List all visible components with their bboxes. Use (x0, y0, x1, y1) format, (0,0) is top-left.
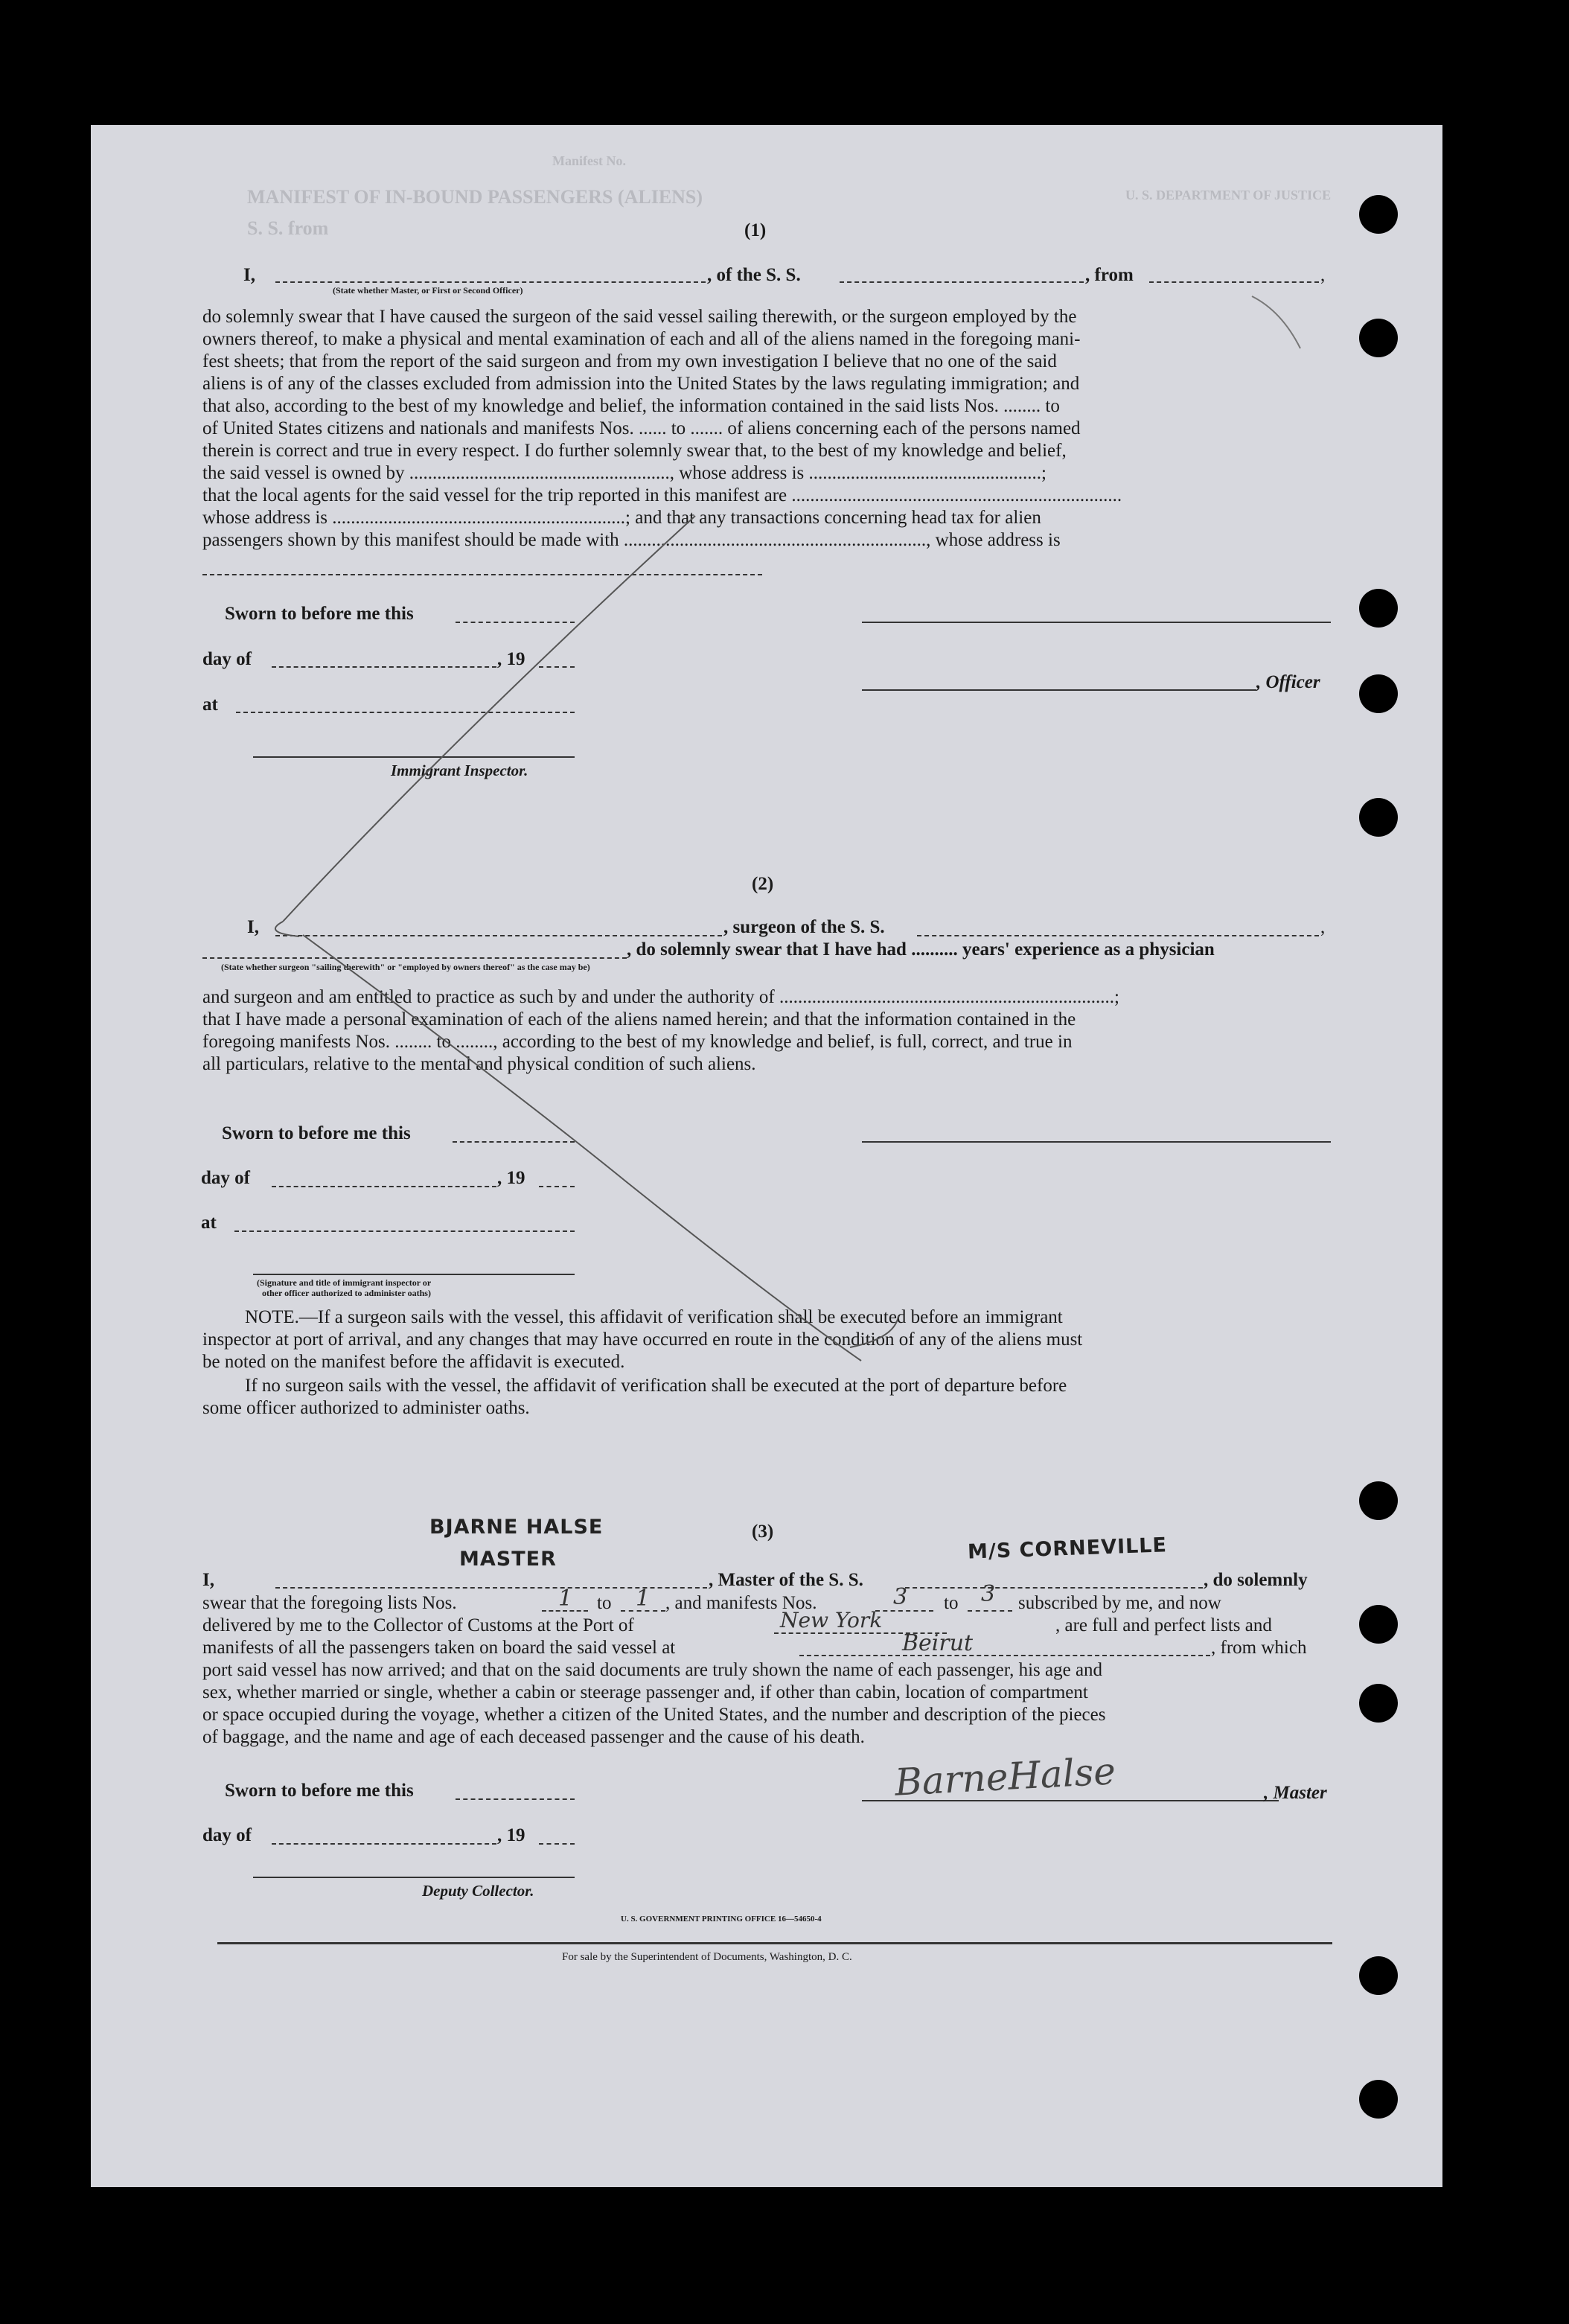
section1-day-of: day of (202, 649, 252, 669)
document-page (91, 125, 1442, 2187)
officer-rank-note: (State whether Master, or First or Second Officer) (333, 285, 523, 296)
section3-number: (3) (752, 1522, 774, 1542)
note-line-1: NOTE.—If a surgeon sails with the vessel, this affidavit of verification shall be executed before an immigrant (245, 1307, 1063, 1327)
section2-day-of: day of (201, 1168, 250, 1188)
master-label: , Master (1264, 1783, 1327, 1803)
section2-surgeon-of: , surgeon of the S. S. (723, 917, 885, 937)
departure-port-handwritten: Beirut (902, 1630, 974, 1656)
punch-hole (1359, 319, 1398, 357)
section2-comma: , (1320, 917, 1326, 937)
section3-line: or space occupied during the voyage, whether a citizen of the United States, and the number and description of the pieces (202, 1705, 1106, 1725)
section1-number: (1) (744, 220, 767, 240)
section1-line: that the local agents for the said vessel for the trip reported in this manifest are ....................................................................... (202, 485, 1122, 505)
section3-line2-d: to (944, 1593, 959, 1613)
section2-line: all particulars, relative to the mental and physical condition of such aliens. (202, 1054, 756, 1074)
section1-line: therein is correct and true in every respect. I do further solemnly swear that, to the best of my knowledge and belief, (202, 441, 1067, 461)
note-line-3: be noted on the manifest before the affidavit is executed. (202, 1352, 625, 1372)
section3-line: port said vessel has now arrived; and that on the said documents are truly shown the name of each passenger, his age and (202, 1660, 1103, 1680)
section1-sworn: Sworn to before me this (225, 604, 414, 624)
section1-officer-label: , Officer (1256, 672, 1320, 692)
master-title-stamp: MASTER (459, 1548, 557, 1571)
section3-nineteen: , 19 (497, 1825, 525, 1845)
master-signature: BarneHalse (893, 1749, 1117, 1804)
inspector-label: Immigrant Inspector. (391, 762, 528, 779)
section2-nineteen: , 19 (497, 1168, 525, 1188)
section3-line4-b: , from which (1211, 1638, 1307, 1658)
section2-line: and surgeon and am entitled to practice as such by and under the authority of ........................................................................; (202, 987, 1119, 1007)
punch-hole (1359, 2080, 1398, 2119)
deputy-label: Deputy Collector. (422, 1882, 534, 1900)
bleed-through-line: S. S. from (247, 217, 329, 239)
punch-hole (1359, 1481, 1398, 1520)
note-line-5: some officer authorized to administer oaths. (202, 1398, 530, 1418)
section3-sworn: Sworn to before me this (225, 1781, 414, 1801)
bleed-through-title: MANIFEST OF IN-BOUND PASSENGERS (ALIENS) (247, 186, 703, 208)
section1-line: of United States citizens and nationals and manifests Nos. ...... to ....... of aliens concerning each of the persons named (202, 418, 1081, 438)
section3-line2-e: subscribed by me, and now (1018, 1593, 1221, 1613)
punch-hole (1359, 195, 1398, 234)
section2-i: I, (247, 917, 259, 937)
section3-line: sex, whether married or single, whether a cabin or steerage passenger and, if other than cabin, location of compartment (202, 1682, 1088, 1702)
section3-line2-c: , and manifests Nos. (665, 1593, 817, 1613)
section2-line: foregoing manifests Nos. ........ to ........, according to the best of my knowledge and belief, is full, correct, and true in (202, 1032, 1073, 1052)
signature-note-1: (Signature and title of immigrant inspector or (257, 1277, 432, 1288)
section2-line: that I have made a personal examination of each of the aliens named herein; and that the information contained in the (202, 1009, 1076, 1029)
note-line-2: inspector at port of arrival, and any changes that may have occurred en route in the condition of any of the aliens must (202, 1329, 1083, 1350)
master-name-stamp: BJARNE HALSE (429, 1516, 604, 1539)
section1-from: , from (1085, 265, 1134, 285)
manifest-to-handwritten: 3 (981, 1581, 996, 1607)
printing-office: U. S. GOVERNMENT PRINTING OFFICE 16—54650-4 (621, 1915, 822, 1924)
surgeon-status-note: (State whether surgeon "sailing therewith" or "employed by owners thereof" as the case may be) (221, 962, 590, 972)
for-sale-note: For sale by the Superintendent of Documents, Washington, D. C. (562, 1951, 852, 1963)
section1-line: that also, according to the best of my knowledge and belief, the information contained in the said lists Nos. ........ to (202, 396, 1060, 416)
section3-line: of baggage, and the name and age of each deceased passenger and the cause of his death. (202, 1727, 865, 1747)
section1-line: owners thereof, to make a physical and mental examination of each and all of the aliens named in the foregoing mani- (202, 329, 1081, 349)
section3-line2-a: swear that the foregoing lists Nos. (202, 1593, 457, 1613)
section1-i: I, (243, 265, 255, 285)
pencil-mark (91, 125, 1442, 2187)
section3-line3-b: , are full and perfect lists and (1055, 1615, 1272, 1635)
section1-nineteen: , 19 (497, 649, 525, 669)
port-handwritten: New York (780, 1608, 883, 1632)
section3-line3-a: delivered by me to the Collector of Customs at the Port of (202, 1615, 634, 1635)
note-line-4: If no surgeon sails with the vessel, the affidavit of verification shall be executed at the port of departure before (245, 1376, 1067, 1396)
section3-do-solemnly: , do solemnly (1204, 1570, 1308, 1590)
punch-hole (1359, 589, 1398, 628)
section1-line: the said vessel is owned by ........................................................, whose address is ..................................................; (202, 463, 1046, 483)
punch-hole (1359, 1605, 1398, 1644)
section3-master-of: , Master of the S. S. (709, 1570, 863, 1590)
signature-note-2: other officer authorized to administer oaths) (262, 1288, 431, 1298)
punch-hole (1359, 798, 1398, 837)
list-to-handwritten: 1 (636, 1586, 651, 1612)
section3-line4-a: manifests of all the passengers taken on board the said vessel at (202, 1638, 676, 1658)
bleed-through-right: U. S. DEPARTMENT OF JUSTICE (1125, 188, 1332, 202)
section1-of-ss: , of the S. S. (707, 265, 801, 285)
section2-sworn: Sworn to before me this (222, 1123, 411, 1143)
section1-line: passengers shown by this manifest should be made with ................................................................., whose address is (202, 530, 1061, 550)
section1-comma: , (1320, 265, 1326, 285)
section1-line: fest sheets; that from the report of the said surgeon and from my own investigation I believe that no one of the said (202, 351, 1057, 371)
section1-line: aliens is of any of the classes excluded from admission into the United States by the laws regulating immigration; and (202, 374, 1080, 394)
punch-hole (1359, 1684, 1398, 1723)
section2-number: (2) (752, 874, 774, 894)
section3-line2-b: to (597, 1593, 612, 1613)
bleed-through-no: Manifest No. (552, 153, 626, 168)
section1-at: at (202, 695, 218, 715)
section1-line: whose address is ...............................................................; and that any transactions concerning head tax for alien (202, 508, 1041, 528)
section2-at: at (201, 1213, 217, 1233)
manifest-from-handwritten: 3 (893, 1584, 908, 1610)
section3-day-of: day of (202, 1825, 252, 1845)
vessel-name-stamp: M/S CORNEVILLE (967, 1533, 1168, 1564)
section2-swear-line: , do solemnly swear that I have had .......... years' experience as a physician (627, 939, 1215, 960)
punch-hole (1359, 1956, 1398, 1995)
section3-i: I, (202, 1570, 214, 1590)
list-from-handwritten: 1 (558, 1586, 573, 1612)
punch-hole (1359, 674, 1398, 713)
section1-line: do solemnly swear that I have caused the surgeon of the said vessel sailing therewith, or the surgeon employed by the (202, 307, 1077, 327)
